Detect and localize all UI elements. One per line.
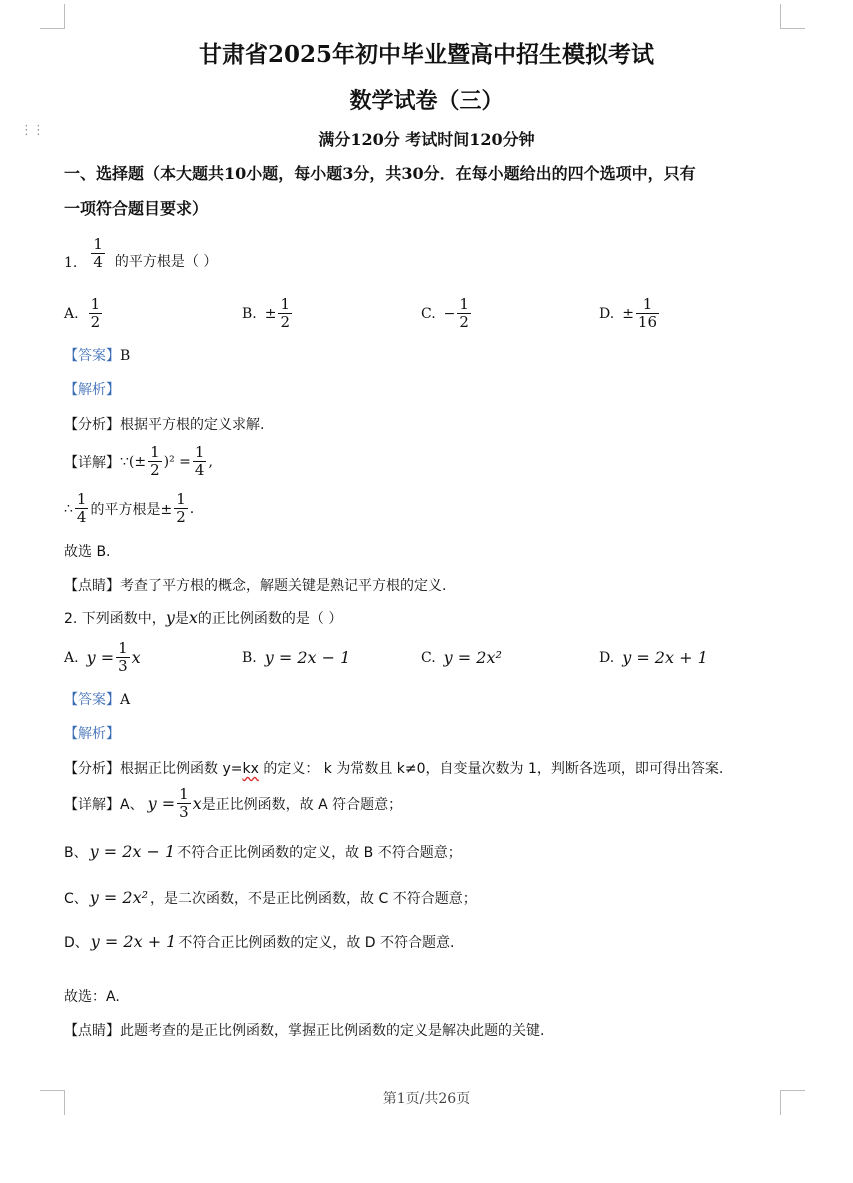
option-label: D. xyxy=(599,649,615,666)
fenxi-text: 的定义： k 为常数且 k≠0，自变量次数为 1，判断各选项，即可得出答案. xyxy=(258,761,724,777)
numerator: 1 xyxy=(76,490,87,508)
q2-option-c xyxy=(421,648,502,667)
page-footer: 第1页/共26页 xyxy=(382,1091,471,1107)
question-2-stem xyxy=(64,608,342,628)
denominator: 3 xyxy=(118,657,128,675)
fenxi-tag: 【分析】 xyxy=(64,417,120,433)
q2-xiangjie-c xyxy=(64,888,477,908)
fraction xyxy=(278,296,292,331)
q2-option-b xyxy=(242,648,350,667)
denominator: 4 xyxy=(93,253,103,271)
fraction xyxy=(457,296,471,331)
line-text: ，是二次函数，不是正比例函数，故 C 不符合题意； xyxy=(150,891,477,907)
dianjing-tag: 【点睛】 xyxy=(64,1023,120,1039)
q1-analysis-tag: 【解析】 xyxy=(64,382,120,398)
line-label: C、 xyxy=(64,891,88,907)
expression: y = 2x − 1 xyxy=(89,842,176,861)
q2-choice: 故选：A. xyxy=(64,989,120,1005)
denominator: 4 xyxy=(76,508,87,526)
option-label: C. xyxy=(421,305,436,322)
denominator: 3 xyxy=(179,803,189,821)
line-label: A、 xyxy=(120,796,144,813)
q1-answer xyxy=(64,345,130,365)
fraction xyxy=(75,491,89,526)
variable-x: x xyxy=(188,608,198,627)
numerator: 1 xyxy=(93,235,103,253)
expr-part: x xyxy=(131,648,141,667)
option-label: B. xyxy=(242,649,257,666)
xiangjie-tag: 【详解】 xyxy=(64,796,120,813)
document-title: 甘肃省2025年初中毕业暨高中招生模拟考试 xyxy=(198,41,654,68)
fraction xyxy=(91,236,105,271)
q1-option-b xyxy=(242,296,294,331)
crop-mark-top-right xyxy=(780,4,805,29)
fenxi-text: 根据正比例函数 y= xyxy=(120,761,243,777)
question-text: 2. 下列函数中， xyxy=(64,611,166,627)
numerator: 1 xyxy=(150,443,160,461)
answer-value: A xyxy=(120,692,131,708)
numerator: 1 xyxy=(179,785,189,803)
expr-part: x xyxy=(192,794,202,813)
question-text: 的正比例函数的是（ ） xyxy=(197,611,343,627)
q2-analysis-tag: 【解析】 xyxy=(64,726,120,742)
fraction xyxy=(116,640,130,675)
expr-part: )² = xyxy=(163,453,191,470)
expression: y = 2x² xyxy=(89,888,149,907)
expression: y = 2x − 1 xyxy=(264,648,351,667)
line-label: D、 xyxy=(64,935,89,951)
expr-part: y = xyxy=(147,794,176,813)
q2-xiangjie-a xyxy=(64,786,402,821)
q2-dianjing xyxy=(64,1020,544,1040)
numerator: 1 xyxy=(176,490,186,508)
option-label: B. xyxy=(242,305,257,322)
q1-xiangjie xyxy=(64,444,213,479)
therefore-symbol: ∴ xyxy=(64,500,73,517)
spellcheck-word[interactable]: kx xyxy=(242,761,259,777)
q1-conclusion xyxy=(64,491,194,526)
denominator: 2 xyxy=(459,313,469,331)
q1-option-d xyxy=(599,296,661,331)
fenxi-text: 根据平方根的定义求解. xyxy=(120,417,265,433)
line-text: 不符合正比例函数的定义，故 D 不符合题意. xyxy=(178,935,455,951)
denominator: 16 xyxy=(637,313,658,331)
q2-xiangjie-b xyxy=(64,842,462,862)
answer-value: B xyxy=(120,348,131,364)
sign: ± xyxy=(264,305,277,322)
numerator: 1 xyxy=(90,295,101,313)
q1-option-c xyxy=(421,296,473,331)
denominator: 2 xyxy=(90,313,101,331)
fraction xyxy=(148,444,162,479)
expr-part: . xyxy=(189,500,195,517)
q1-option-a xyxy=(64,296,104,331)
question-number: 1. xyxy=(64,255,78,271)
expr-part: y = xyxy=(86,648,115,667)
q2-option-d xyxy=(599,648,708,667)
sign: − xyxy=(443,305,456,322)
option-label: A. xyxy=(64,305,79,322)
numerator: 1 xyxy=(118,639,128,657)
crop-mark-top-left xyxy=(40,4,65,29)
fraction xyxy=(177,786,191,821)
q1-dianjing xyxy=(64,575,446,595)
question-text: 的平方根是（ ） xyxy=(114,254,218,270)
question-1-stem xyxy=(64,236,217,271)
expr-part: 的平方根是± xyxy=(90,501,173,518)
q2-xiangjie-d xyxy=(64,932,455,952)
expr-part: ∵(± xyxy=(120,453,147,470)
expression: y = 2x² xyxy=(443,648,502,667)
fenxi-tag: 【分析】 xyxy=(64,761,120,777)
q2-answer xyxy=(64,689,130,709)
dianjing-text: 此题考查的是正比例函数，掌握正比例函数的定义是解决此题的关键. xyxy=(120,1023,545,1039)
fraction xyxy=(193,444,207,479)
option-label: C. xyxy=(421,649,436,666)
denominator: 2 xyxy=(176,508,186,526)
variable-y: y xyxy=(165,608,175,627)
q1-choice: 故选 B. xyxy=(64,544,111,560)
sign: ± xyxy=(622,305,634,322)
fraction xyxy=(89,296,103,331)
numerator: 1 xyxy=(459,295,469,313)
answer-tag: 【答案】 xyxy=(64,692,120,708)
line-label: B、 xyxy=(64,845,88,861)
denominator: 2 xyxy=(280,313,291,331)
denominator: 4 xyxy=(194,461,205,479)
dianjing-tag: 【点睛】 xyxy=(64,578,120,594)
line-text: 是正比例函数，故 A 符合题意； xyxy=(201,796,403,813)
q2-fenxi xyxy=(64,758,723,778)
question-text: 是 xyxy=(174,611,189,627)
exam-meta: 满分120分 考试时间120分钟 xyxy=(318,130,535,149)
dianjing-text: 考查了平方根的概念，解题关键是熟记平方根的定义. xyxy=(120,578,447,594)
q2-option-a xyxy=(64,640,141,675)
expression: y = 2x + 1 xyxy=(622,648,708,667)
xiangjie-tag: 【详解】 xyxy=(64,454,120,471)
expression: y = 2x + 1 xyxy=(90,932,177,951)
numerator: 1 xyxy=(194,443,205,461)
q1-fenxi xyxy=(64,414,264,434)
fraction xyxy=(636,296,659,331)
drag-handle-icon[interactable]: ⋮⋮ xyxy=(20,123,44,138)
expr-part: , xyxy=(208,453,213,470)
option-label: D. xyxy=(599,305,615,322)
option-label: A. xyxy=(64,649,79,666)
numerator: 1 xyxy=(642,295,653,313)
section-heading-line2: 一项符合题目要求） xyxy=(64,199,209,218)
answer-tag: 【答案】 xyxy=(64,348,120,364)
line-text: 不符合正比例函数的定义，故 B 不符合题意； xyxy=(177,845,462,861)
denominator: 2 xyxy=(150,461,160,479)
section-heading-line1: 一、选择题（本大题共10小题，每小题3分，共30分．在每小题给出的四个选项中，只有 xyxy=(64,164,696,183)
document-subtitle: 数学试卷（三） xyxy=(349,88,504,114)
numerator: 1 xyxy=(280,295,291,313)
fraction xyxy=(174,491,188,526)
